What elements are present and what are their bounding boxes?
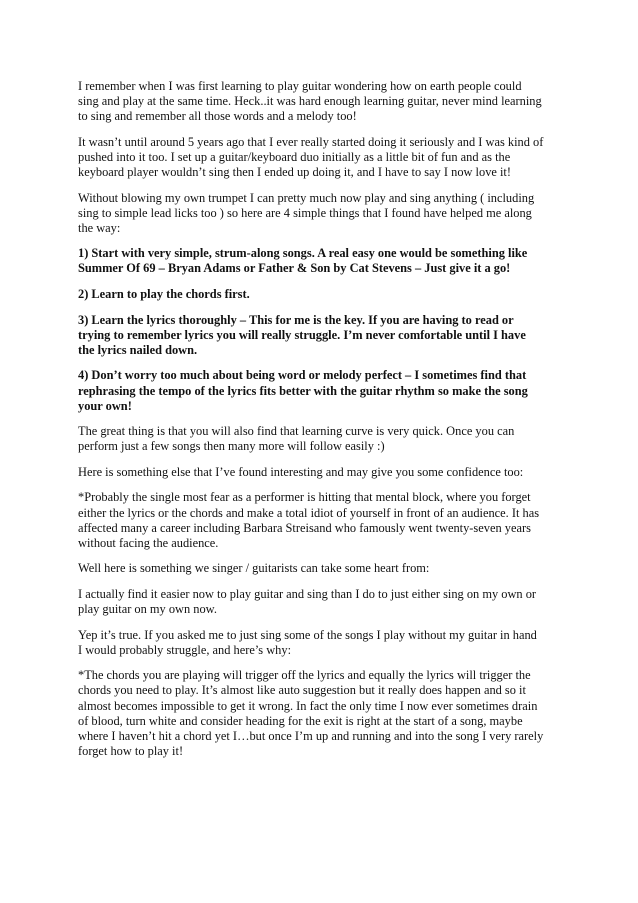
text-line: It wasn’t until around 5 years ago that I ever really started doing it seriously and I was kind of: [78, 134, 544, 149]
text-line: play guitar on my own now.: [78, 602, 217, 617]
text-line: chords you need to play. It’s almost like auto suggestion but it really does happen and so it: [78, 683, 526, 698]
paragraph: [78, 79, 566, 124]
text-line: sing and play at the same time. Heck..it was hard enough learning guitar, never mind learning: [78, 94, 542, 109]
text-line: keyboard player wouldn’t sing then I ended up doing it, and I have to say I now love it!: [78, 164, 512, 179]
text-line: affected many a career including Barbara Streisand who famously went twenty-seven years: [78, 520, 531, 535]
paragraph: [78, 465, 566, 480]
text-line: where I haven’t hit a chord yet I…but once I’m up and running and into the song I very rarely: [78, 728, 544, 743]
paragraph: [78, 424, 566, 454]
text-line: *The chords you are playing will trigger off the lyrics and equally the lyrics will trigger the: [78, 668, 531, 683]
text-line: Summer Of 69 – Bryan Adams or Father & Son by Cat Stevens – Just give it a go!: [78, 261, 511, 276]
text-line: Here is something else that I’ve found interesting and may give you some confidence too:: [78, 464, 524, 479]
text-line: I actually find it easier now to play guitar and sing than I do to just either sing on my own or: [78, 586, 537, 601]
text-line: Without blowing my own trumpet I can pretty much now play and sing anything ( including: [78, 190, 535, 205]
text-line: forget how to play it!: [78, 743, 184, 758]
bold-paragraph: [78, 313, 566, 358]
text-line: 1) Start with very simple, strum-along songs. A real easy one would be something like: [78, 246, 528, 261]
text-line: 3) Learn the lyrics thoroughly – This for me is the key. If you are having to read or: [78, 312, 514, 327]
text-line: pushed into it too. I set up a guitar/keyboard duo initially as a little bit of fun and as the: [78, 149, 511, 164]
paragraph: [78, 561, 566, 576]
text-line: rephrasing the tempo of the lyrics fits better with the guitar rhythm so make the song: [78, 383, 528, 398]
paragraph: [78, 490, 566, 550]
paragraph: [78, 668, 566, 759]
text-line: I would probably struggle, and here’s why:: [78, 642, 292, 657]
text-line: Yep it’s true. If you asked me to just sing some of the songs I play without my guitar in hand: [78, 627, 537, 642]
text-line: almost becomes impossible to get it wrong. In fact the only time I now ever sometimes drain: [78, 698, 538, 713]
paragraph: [78, 135, 566, 180]
text-line: the lyrics nailed down.: [78, 342, 198, 357]
text-line: 2) Learn to play the chords first.: [78, 287, 250, 302]
text-line: to sing and remember all those words and a melody too!: [78, 109, 357, 124]
paragraph: [78, 191, 566, 236]
text-line: trying to remember lyrics you will really struggle. I’m never comfortable until I have: [78, 327, 526, 342]
text-line: your own!: [78, 398, 132, 413]
bold-paragraph: [78, 368, 566, 413]
bold-paragraph: [78, 287, 566, 302]
text-line: the way:: [78, 220, 121, 235]
bold-paragraph: [78, 246, 566, 276]
text-line: sing to simple lead licks too ) so here are 4 simple things that I found have helped me along: [78, 205, 532, 220]
text-line: without facing the audience.: [78, 535, 219, 550]
text-line: Well here is something we singer / guitarists can take some heart from:: [78, 561, 430, 576]
text-line: 4) Don’t worry too much about being word or melody perfect – I sometimes find that: [78, 368, 527, 383]
text-line: The great thing is that you will also find that learning curve is very quick. Once you can: [78, 424, 515, 439]
text-line: I remember when I was first learning to play guitar wondering how on earth people could: [78, 79, 522, 93]
text-line: either the lyrics or the chords and make a total idiot of yourself in front of an audience. It has: [78, 505, 540, 520]
document-page: [78, 79, 566, 769]
text-line: *Probably the single most fear as a performer is hitting that mental block, where you forget: [78, 490, 531, 505]
paragraph: [78, 628, 566, 658]
text-line: perform just a few songs then many more will follow easily :): [78, 439, 385, 454]
text-line: of blood, turn white and consider heading for the exit is right at the start of a song, maybe: [78, 713, 523, 728]
paragraph: [78, 587, 566, 617]
